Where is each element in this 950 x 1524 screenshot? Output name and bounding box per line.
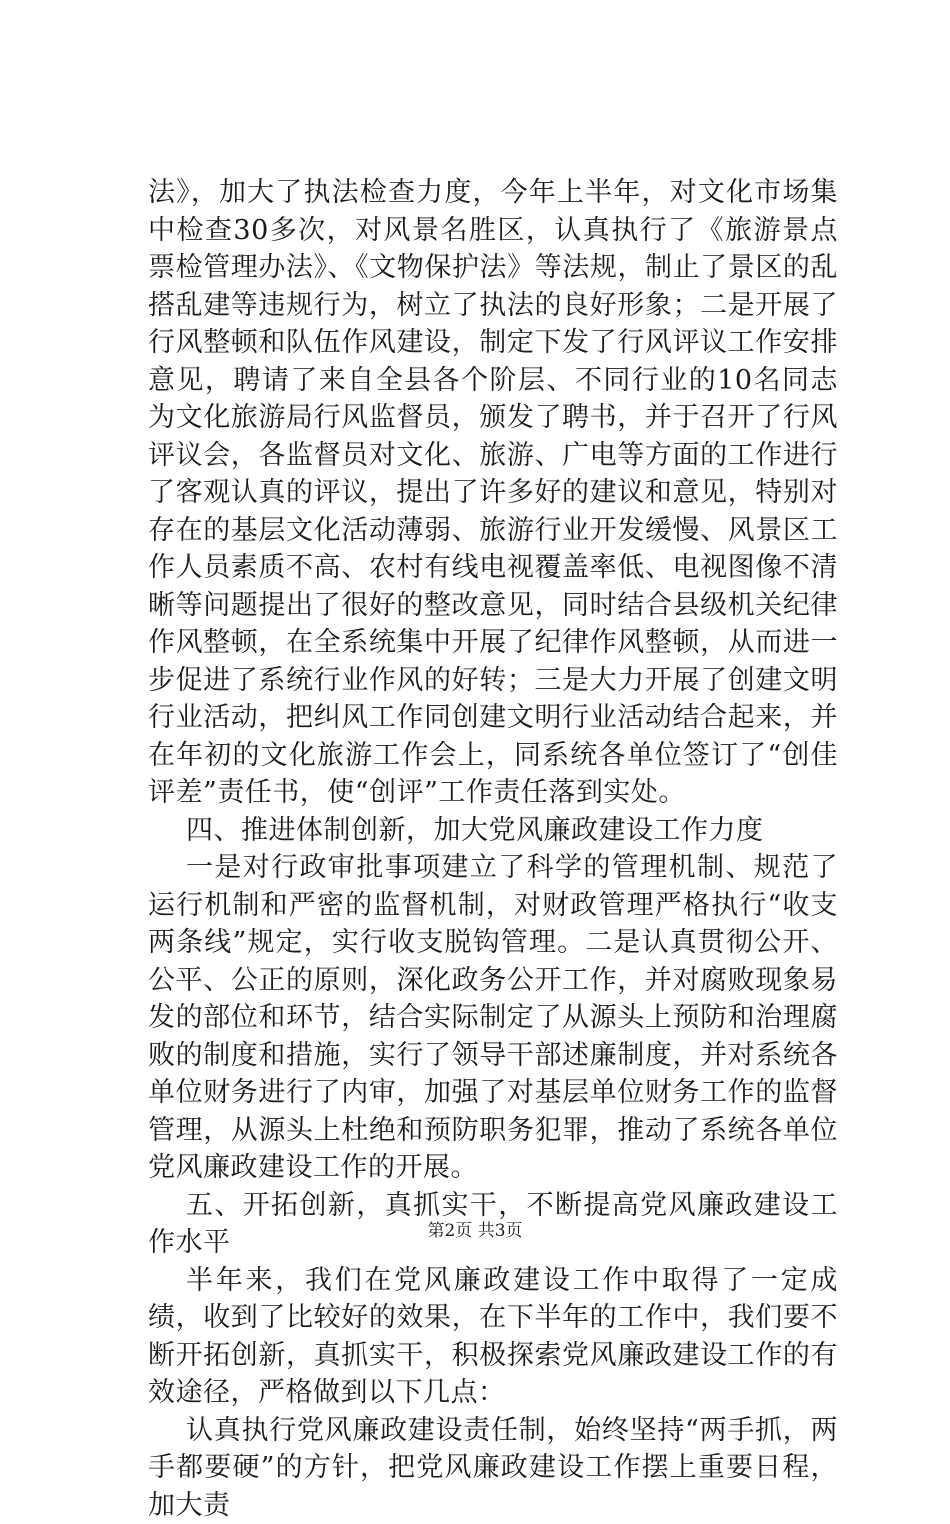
paragraph-section-four: 一是对行政审批事项建立了科学的管理机制、规范了运行机制和严密的监督机制，对财政管理严格执行“收支两条线”规定，实行收支脱钩管理。二是认真贯彻公开、公平、公正的原则，深化政务公开工作，并对腐败现象易发的部位和环节，结合实际制定了从源头上预防和治理腐败的制度和措施，实行了领导干部述廉制度，并对系统各单位财务进行了内审，加强了对基层单位财务工作的监督管理，从源头上杜绝和预防职务犯罪，推动了系统各单位党风廉政建设工作的开展。 xyxy=(148,849,838,1187)
paragraph-continuation: 法》，加大了执法检查力度，今年上半年，对文化市场集中检查30多次，对风景名胜区，认真执行了《旅游景点票检管理办法》、《文物保护法》等法规，制止了景区的乱搭乱建等违规行为，树立了执法的良好形象；二是开展了行风整顿和队伍作风建设，制定下发了行风评议工作安排意见，聘请了来自全县各个阶层、不同行业的10名同志为文化旅游局行风监督员，颁发了聘书，并于召开了行风评议会，各监督员对文化、旅游、广电等方面的工作进行了客观认真的评议，提出了许多好的建议和意见，特别对存在的基层文化活动薄弱、旅游行业开发缓慢、风景区工作人员素质不高、农村有线电视覆盖率低、电视图像不清晰等问题提出了很好的整改意见，同时结合县级机关纪律作风整顿，在全系统集中开展了纪律作风整顿，从而进一步促进了系统行业作风的好转；三是大力开展了创建文明行业活动，把纠风工作同创建文明行业活动结合起来，并在年初的文化旅游工作会上，同系统各单位签订了“创佳评差”责任书，使“创评”工作责任落到实处。 xyxy=(148,174,838,812)
document-body xyxy=(148,174,838,1524)
page-number-footer: 第2页 共3页 xyxy=(0,1216,950,1241)
section-heading-five: 五、开拓创新，真抓实干，不断提高党风廉政建设工作水平 xyxy=(148,1187,838,1262)
paragraph-section-five-point: 认真执行党风廉政建设责任制，始终坚持“两手抓，两手都要硬”的方针，把党风廉政建设工作摆上重要日程，加大责 xyxy=(148,1412,838,1524)
paragraph-section-five-intro: 半年来，我们在党风廉政建设工作中取得了一定成绩，收到了比较好的效果，在下半年的工作中，我们要不断开拓创新，真抓实干，积极探索党风廉政建设工作的有效途径，严格做到以下几点： xyxy=(148,1262,838,1412)
section-heading-four: 四、推进体制创新，加大党风廉政建设工作力度 xyxy=(148,812,838,850)
